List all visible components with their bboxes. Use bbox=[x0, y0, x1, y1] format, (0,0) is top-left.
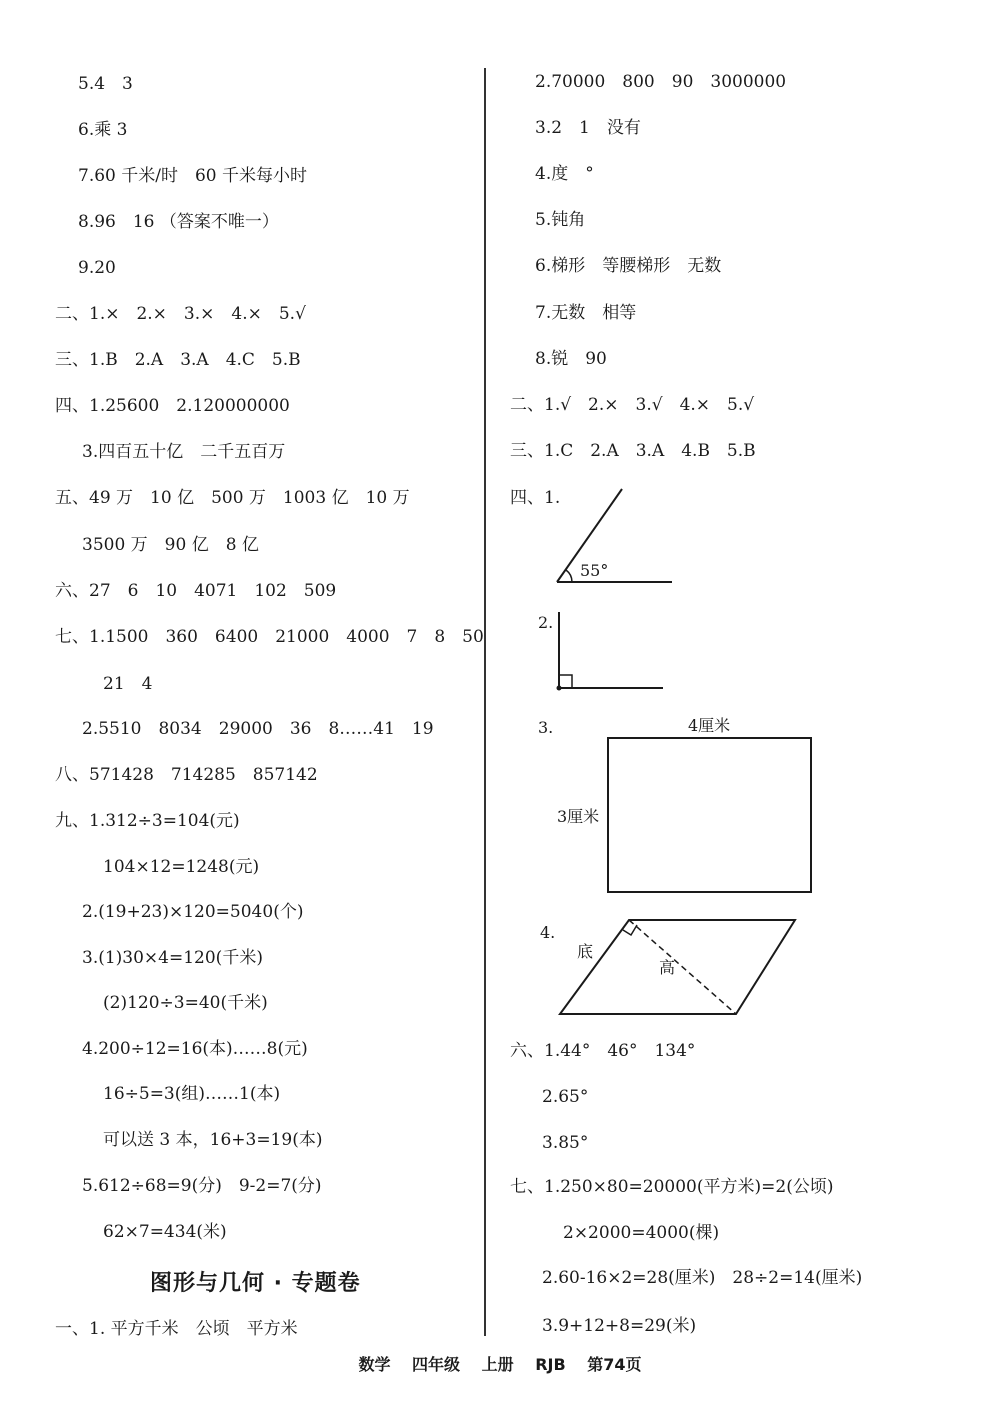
section-heading: 图形与几何 · 专题卷 bbox=[150, 1271, 361, 1296]
height-label: 高 bbox=[659, 958, 676, 977]
answer-line: 2×2000=4000(棵) bbox=[563, 1223, 720, 1243]
answer-line: 2.65° bbox=[542, 1087, 589, 1107]
figure-number: 3. bbox=[538, 718, 554, 737]
answer-line: 四、1. bbox=[510, 488, 561, 508]
answer-line: 3500 万 90 亿 8 亿 bbox=[82, 535, 259, 555]
answer-line: 2.5510 8034 29000 36 8……41 19 bbox=[82, 719, 434, 739]
answer-line: 6.乘 3 bbox=[78, 120, 128, 140]
answer-line: 九、1.312÷3=104(元) bbox=[55, 811, 240, 831]
right-angle-figure bbox=[557, 612, 664, 691]
answer-line: 8.锐 90 bbox=[535, 349, 607, 369]
answer-line: 7.无数 相等 bbox=[535, 303, 637, 323]
answer-line: 三、1.B 2.A 3.A 4.C 5.B bbox=[55, 350, 301, 370]
answer-line: 六、1.44° 46° 134° bbox=[510, 1041, 696, 1061]
answer-line: 2.70000 800 90 3000000 bbox=[535, 72, 787, 92]
answer-line: 二、1.√ 2.× 3.√ 4.× 5.√ bbox=[510, 395, 755, 415]
footer-volume: 上册 bbox=[481, 1355, 514, 1374]
answer-line: 二、1.× 2.× 3.× 4.× 5.√ bbox=[55, 304, 306, 324]
page-number: 第74页 bbox=[587, 1355, 642, 1374]
base-label: 底 bbox=[577, 942, 594, 961]
answer-line: 104×12=1248(元) bbox=[103, 857, 260, 877]
angle-label: 55° bbox=[580, 561, 609, 580]
answer-line: 9.20 bbox=[78, 258, 116, 278]
answer-line: 3.85° bbox=[542, 1133, 589, 1153]
page-footer bbox=[0, 1352, 1000, 1375]
parallelogram-figure bbox=[560, 920, 795, 1014]
answer-line: 2.(19+23)×120=5040(个) bbox=[82, 902, 304, 922]
answer-line: 八、571428 714285 857142 bbox=[55, 765, 318, 785]
answer-line: 5.4 3 bbox=[78, 74, 133, 94]
answer-line: 一、1. 平方千米 公顷 平方米 bbox=[55, 1319, 298, 1339]
answer-line: 七、1.250×80=20000(平方米)=2(公顷) bbox=[510, 1177, 834, 1197]
figure-number: 2. bbox=[538, 613, 554, 632]
answer-line: 六、27 6 10 4071 102 509 bbox=[55, 581, 337, 601]
rectangle-figure bbox=[557, 716, 811, 892]
answer-line: 4.度 ° bbox=[535, 164, 594, 184]
answer-line: 3.2 1 没有 bbox=[535, 118, 641, 138]
angle-figure bbox=[557, 489, 672, 582]
footer-subject: 数学 bbox=[358, 1355, 391, 1374]
rect-width-label: 4厘米 bbox=[688, 716, 731, 735]
answer-line: 可以送 3 本，16+3=19(本) bbox=[103, 1130, 323, 1150]
answer-line: 五、49 万 10 亿 500 万 1003 亿 10 万 bbox=[55, 488, 410, 508]
answer-line: 3.四百五十亿 二千五百万 bbox=[82, 442, 286, 462]
answer-line: 2.60-16×2=28(厘米) 28÷2=14(厘米) bbox=[542, 1268, 863, 1288]
answer-line: 3.(1)30×4=120(千米) bbox=[82, 948, 263, 968]
answer-line: 七、1.1500 360 6400 21000 4000 7 8 50 bbox=[55, 627, 484, 647]
figure-number: 4. bbox=[540, 923, 556, 942]
rect-height-label: 3厘米 bbox=[557, 807, 600, 826]
answer-line: 4.200÷12=16(本)……8(元) bbox=[82, 1039, 308, 1059]
answer-line: 5.612÷68=9(分) 9-2=7(分) bbox=[82, 1176, 322, 1196]
answer-line: 6.梯形 等腰梯形 无数 bbox=[535, 256, 722, 276]
answer-line: 21 4 bbox=[103, 674, 153, 694]
answer-line: 3.9+12+8=29(米) bbox=[542, 1316, 697, 1336]
footer-edition: RJB bbox=[535, 1355, 566, 1374]
answer-line: 7.60 千米/时 60 千米每小时 bbox=[78, 166, 308, 186]
answer-line: (2)120÷3=40(千米) bbox=[103, 993, 268, 1013]
answer-line: 5.钝角 bbox=[535, 210, 586, 230]
answer-line: 62×7=434(米) bbox=[103, 1222, 227, 1242]
answer-line: 四、1.25600 2.120000000 bbox=[55, 396, 290, 416]
answer-line: 三、1.C 2.A 3.A 4.B 5.B bbox=[510, 441, 756, 461]
answer-line: 8.96 16 （答案不唯一） bbox=[78, 212, 279, 232]
answer-line: 16÷5=3(组)……1(本) bbox=[103, 1084, 281, 1104]
footer-grade: 四年级 bbox=[412, 1355, 461, 1374]
